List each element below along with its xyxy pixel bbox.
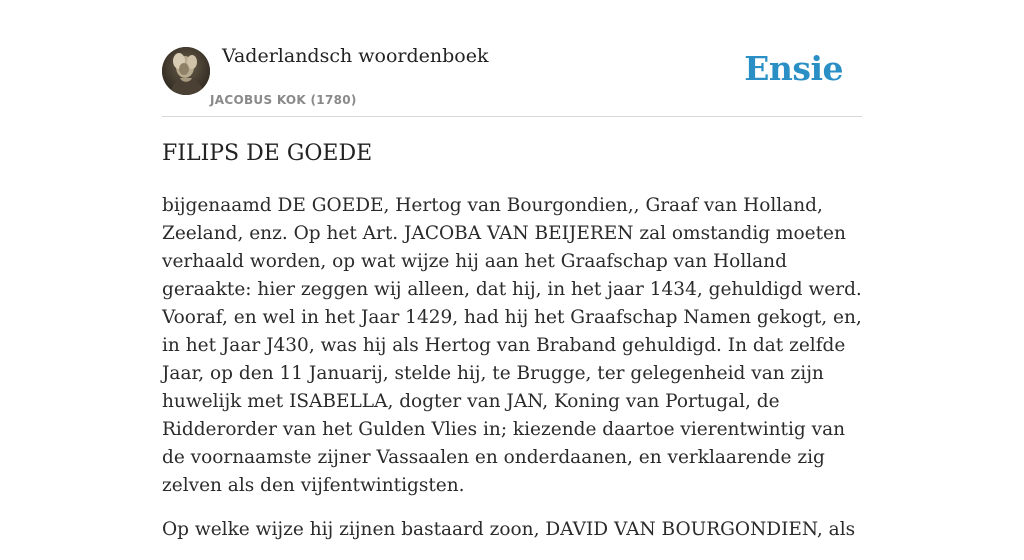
author-name[interactable]: JACOBUS KOK (1780)	[210, 93, 357, 107]
entry-paragraph: Op welke wijze hij zijnen bastaard zoon, DAVID VAN BOURGONDIEN, als	[162, 519, 856, 540]
entry-paragraph: bijgenaamd DE GOEDE, Hertog van Bourgondien,, Graaf van Holland, Zeeland, enz. Op het Art. JACOBA VAN BEIJEREN zal omstandig moeten verhaald worden, op wat wijze hij aan het Graafschap van Holland geraakte: hier zeggen wij alleen, dat hij, in het jaar 1434, gehuldigd werd. Vooraf, en wel in het Jaar 1429, had hij het Graafschap Namen gekogt, en, in het Jaar J430, was hij als Hertog van Braband gehuldigd. In dat zelfde Jaar, op den 11 Januarij, stelde hij, te Brugge, ter gelegenheid van zijn huwelijk met ISABELLA, dogter van JAN, Koning van Portugal, de Ridderorder van het Gulden Vlies in; kiezende daartoe vierentwintig van de voornaamste zijner Vassaalen en onderdaanen, en verklaarende zig zelven als den vijfentwintigsten.	[162, 195, 862, 496]
author-portrait-icon	[162, 47, 210, 95]
author-avatar[interactable]	[162, 47, 210, 95]
book-title[interactable]: Vaderlandsch woordenboek	[222, 45, 489, 67]
entry-title: FILIPS DE GOEDE	[162, 141, 373, 166]
entry-body	[162, 192, 862, 560]
header	[162, 0, 862, 117]
page	[162, 0, 862, 540]
site-logo[interactable]: Ensie	[744, 49, 843, 88]
